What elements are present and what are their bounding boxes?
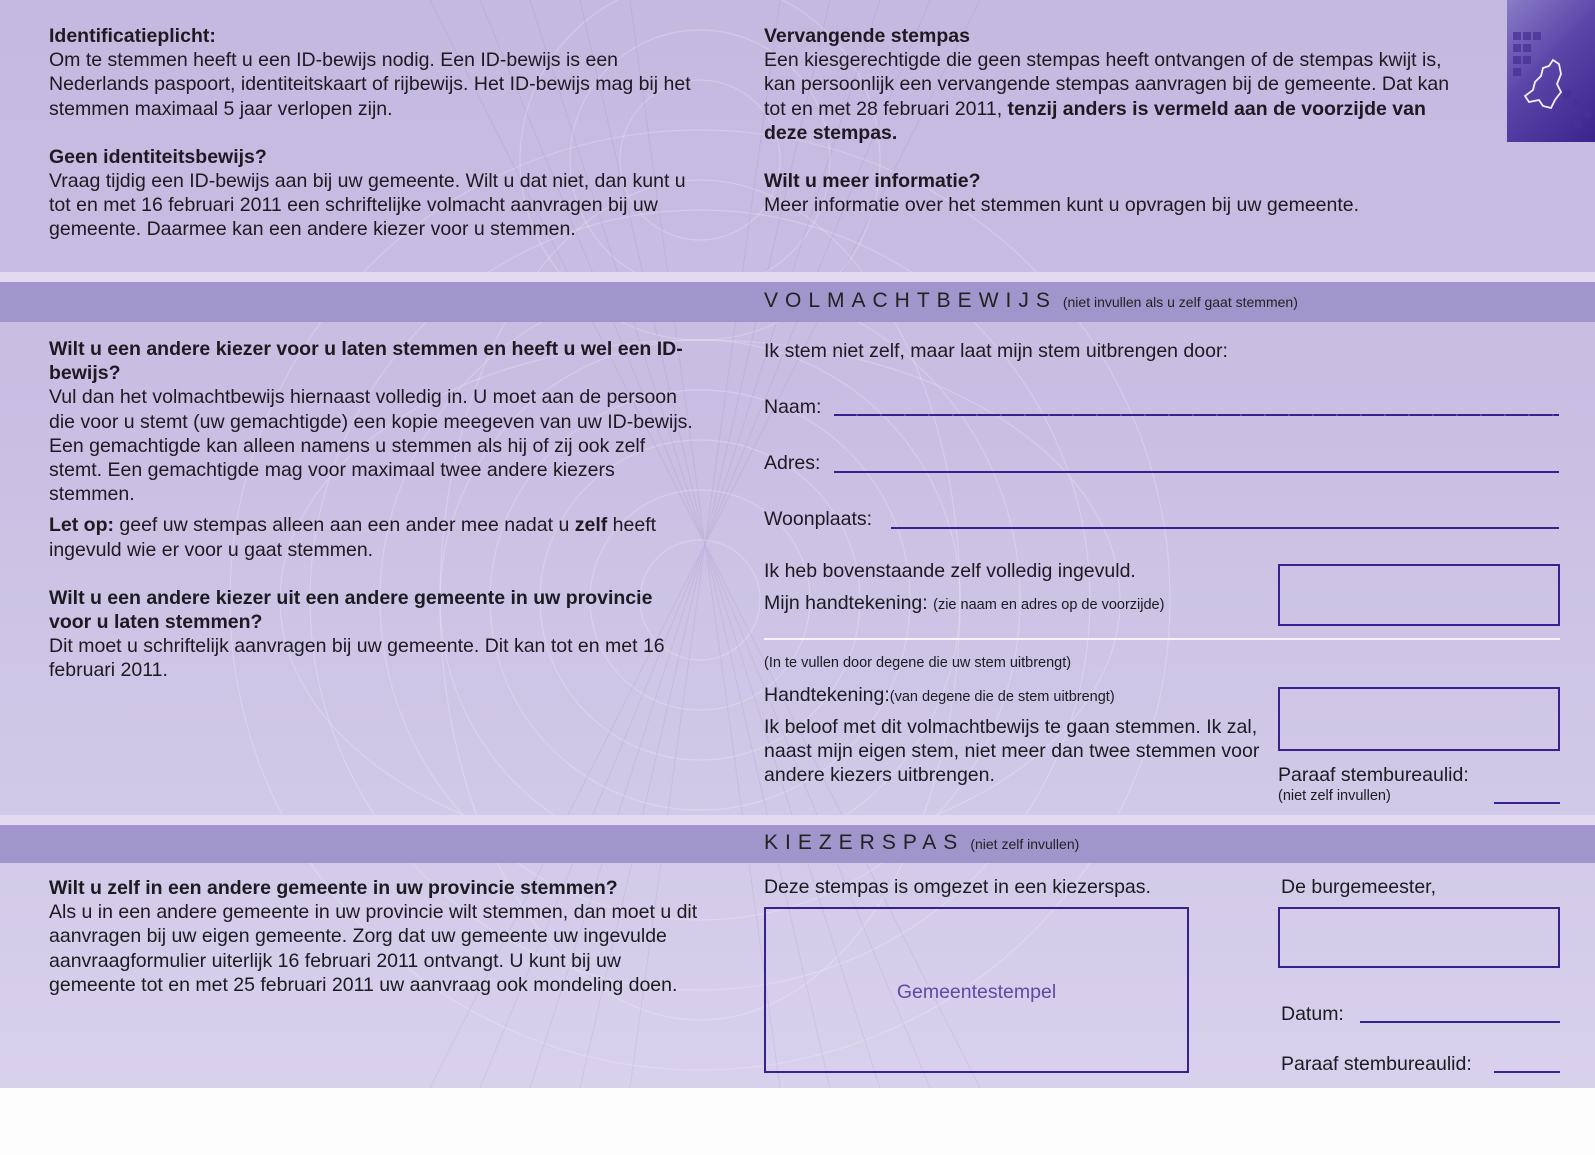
kiezerspas-band xyxy=(0,825,1595,863)
name-input[interactable] xyxy=(834,414,1559,416)
stamp-label: Gemeentestempel xyxy=(896,981,1057,1003)
name-label: Naam: xyxy=(764,396,822,418)
proxy-signature-note: (van degene die de stem uitbrengt) xyxy=(889,689,1115,705)
let-op-text: geef uw stempas alleen aan een ander mee nadat u xyxy=(113,514,575,537)
section-body xyxy=(764,48,1464,145)
paraaf-note: (niet zelf invullen) xyxy=(1278,788,1391,804)
paraaf-label: Paraaf stembureaulid: xyxy=(1278,764,1469,786)
logo xyxy=(1507,0,1595,142)
proxy-promise: Ik beloof met dit volmachtbewijs te gaan stemmen. Ik zal, naast mijn eigen stem, niet meer dan twee stemmen voor andere kiezers uitbrengen. xyxy=(764,716,1260,787)
date-label: Datum: xyxy=(1281,1003,1344,1025)
volmacht-title xyxy=(764,289,1298,313)
section-heading: Wilt u meer informatie? xyxy=(764,170,981,193)
section-body: Om te stemmen heeft u een ID-bewijs nodig. Een ID-bewijs is een Nederlands paspoort, identiteitskaart of rijbewijs. Het ID-bewijs mag bij het stemmen maximaal 5 jaar verlopen zijn. xyxy=(49,49,691,120)
section-body: Meer informatie over het stemmen kunt u opvragen bij uw gemeente. xyxy=(764,194,1360,217)
section-heading: Wilt u een andere kiezer voor u laten stemmen en heeft u wel een ID-bewijs? xyxy=(49,338,683,385)
section-body: Als u in een andere gemeente in uw provincie wilt stemmen, dan moet u dit aanvragen bij uw eigen gemeente. Zorg dat uw gemeente uw ingevulde aanvraagformulier uiterlijk 16 februari 2011 ontvangt. U kunt bij uw gemeente tot en met 25 februari 2011 uw aanvraag ook mondeling doen. xyxy=(49,901,698,996)
section-body: Vul dan het volmachtbewijs hiernaast volledig in. U moet aan de persoon die voor u stemt (uw gemachtigde) een kopie meegeven van uw ID-bewijs. Een gemachtigde kan alleen namens u stemmen als hij of zij ook zelf stemt. Een gemachtigde mag voor maximaal twee andere kiezers stemmen. xyxy=(49,386,693,506)
band-highlight xyxy=(0,815,1595,825)
address-input[interactable] xyxy=(834,471,1559,473)
paraaf-label-kiezerspas: Paraaf stembureaulid: xyxy=(1281,1053,1472,1075)
proxy-info xyxy=(49,337,699,683)
section-body-emphasis: tenzij anders is vermeld aan de voorzijde van deze stempas. xyxy=(764,97,1426,144)
mayor-signature-box[interactable] xyxy=(1278,907,1560,968)
band-subtitle: (niet zelf invullen) xyxy=(970,836,1080,852)
converted-statement: Deze stempas is omgezet in een kiezerspas. xyxy=(764,876,1151,898)
my-signature-box[interactable] xyxy=(1278,564,1560,626)
section-body-text: Een kiesgerechtigde die geen stempas heeft ontvangen of de stempas kwijt is, kan persoonlijk een vervangende stempas aanvragen bij de gemeente. Dat kan tot en met 28 februari 2011, xyxy=(764,49,1450,120)
paraaf-input[interactable] xyxy=(1494,802,1560,804)
date-input[interactable] xyxy=(1360,1021,1560,1023)
let-op-note xyxy=(49,513,699,561)
section-heading: Wilt u zelf in een andere gemeente in uw provincie stemmen? xyxy=(49,877,618,899)
my-signature-note: (zie naam en adres op de voorzijde) xyxy=(933,597,1165,613)
proxy-signature-text: Handtekening: xyxy=(764,684,890,706)
proxy-signature-box[interactable] xyxy=(1278,687,1560,751)
band-highlight xyxy=(0,272,1595,282)
city-input[interactable] xyxy=(891,527,1559,529)
section-heading: Geen identiteitsbewijs? xyxy=(49,145,267,168)
kiezerspas-title xyxy=(764,831,1079,855)
volmacht-band xyxy=(0,282,1595,322)
proxy-signature-label xyxy=(764,684,1115,707)
replacement-info xyxy=(764,24,1464,217)
section-heading: Vervangende stempas xyxy=(764,25,970,47)
my-signature-text: Mijn handtekening: xyxy=(764,592,928,614)
identification-info xyxy=(49,24,699,242)
band-subtitle: (niet invullen als u zelf gaat stemmen) xyxy=(1062,294,1298,310)
city-label: Woonplaats: xyxy=(764,508,873,530)
municipal-stamp-box[interactable] xyxy=(764,907,1189,1073)
other-municipality-info xyxy=(49,876,709,997)
paraaf-input-kiezerspas[interactable] xyxy=(1494,1071,1560,1073)
let-op-label: Let op: xyxy=(49,514,114,537)
band-title-text: VOLMACHTBEWIJS xyxy=(764,289,1057,312)
section-body: Dit moet u schriftelijk aanvragen bij uw gemeente. Dit kan tot en met 16 februari 2011. xyxy=(49,635,665,682)
volmacht-intro: Ik stem niet zelf, maar laat mijn stem uitbrengen door: xyxy=(764,340,1228,362)
section-heading: Identificatieplicht: xyxy=(49,25,216,47)
proxy-note: (In te vullen door degene die uw stem uitbrengt) xyxy=(764,655,1072,671)
my-signature-label xyxy=(764,592,1164,615)
mayor-label: De burgemeester, xyxy=(1281,876,1437,898)
section-body: Vraag tijdig een ID-bewijs aan bij uw gemeente. Wilt u dat niet, dan kunt u tot en met 16 februari 2011 een schriftelijke volmacht aanvragen bij uw gemeente. Daarmee kan een andere kiezer voor u stemmen. xyxy=(49,170,686,241)
let-op-text: heeft ingevuld wie er voor u gaat stemmen. xyxy=(49,514,657,561)
let-op-emphasis: zelf xyxy=(574,514,608,537)
netherlands-map-icon xyxy=(1521,56,1571,116)
self-filled-statement: Ik heb bovenstaande zelf volledig ingevuld. xyxy=(764,560,1136,582)
divider xyxy=(764,638,1560,640)
section-heading: Wilt u een andere kiezer uit een andere gemeente in uw provincie voor u laten stemmen? xyxy=(49,586,653,634)
address-label: Adres: xyxy=(764,452,821,474)
band-title-text: KIEZERSPAS xyxy=(764,831,965,854)
